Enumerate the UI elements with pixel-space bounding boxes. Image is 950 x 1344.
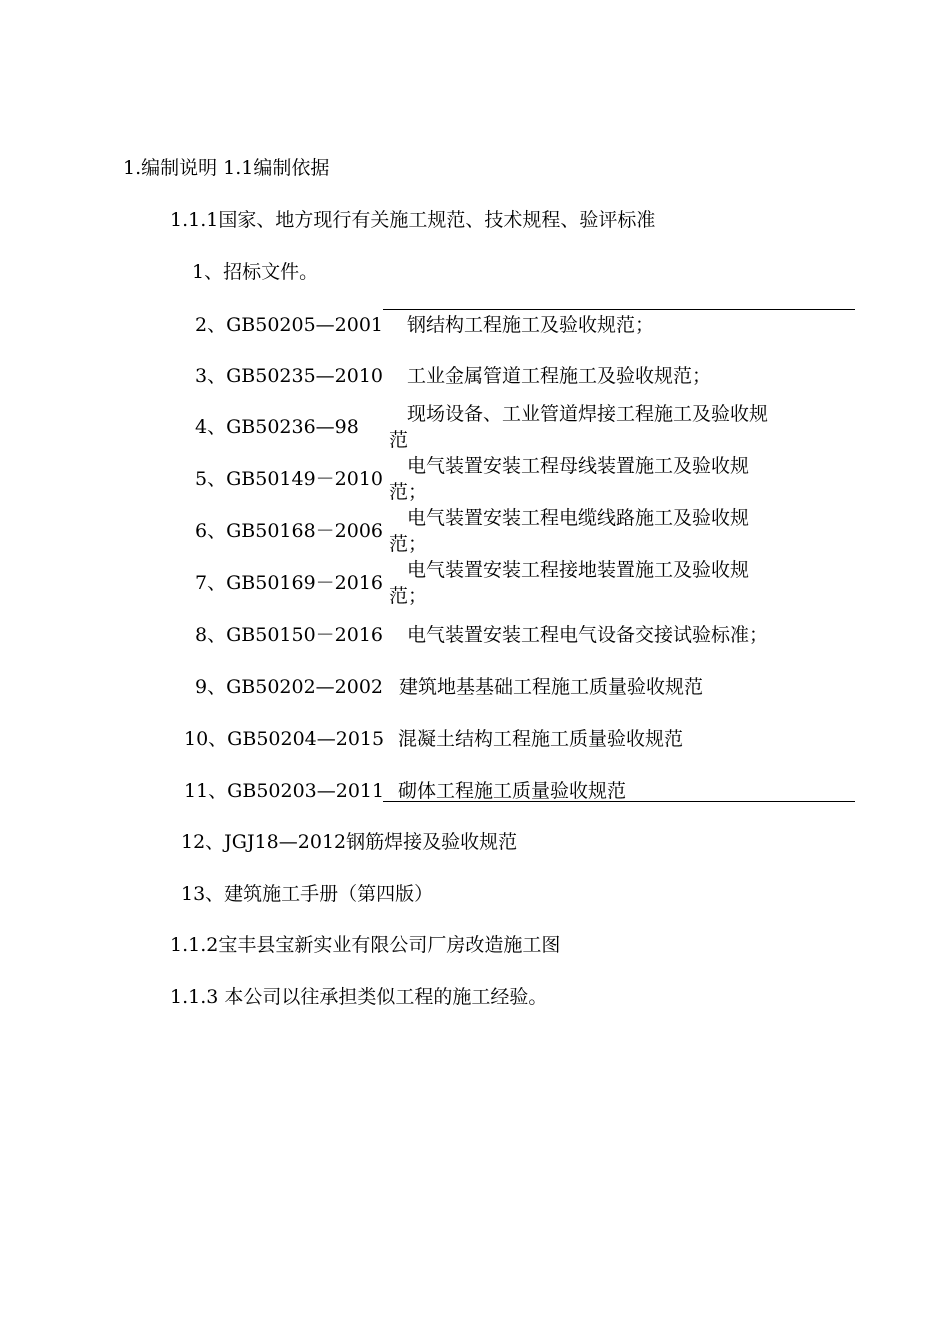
list-item-12: 12、JGJ18—2012钢筋焊接及验收规范 [181,831,518,853]
standard-code-9: 9、GB50202—2002 [195,676,384,698]
standard-name-10 [389,726,834,752]
standard-name-text: 电气装置安装工程电缆线路施工及验收规 [407,507,750,529]
standard-name-text: 建筑地基基础工程施工质量验收规范 [399,676,704,698]
standard-code-8: 8、GB50150－2016 [195,624,384,646]
standard-code-6: 6、GB50168－2006 [195,520,384,542]
standard-name-8 [389,622,834,648]
table-bottom-rule [383,801,855,802]
standard-name-text: 电气装置安装工程接地装置施工及验收规 [407,559,750,581]
standard-name-text: 砌体工程施工质量验收规范 [398,780,627,802]
standard-name-text: 电气装置安装工程电气设备交接试验标准； [407,624,769,646]
standard-name-wrap: 范； [389,481,428,503]
standard-name-6 [389,505,834,557]
section-heading: 1.编制说明 1.1编制依据 [123,157,330,179]
standard-name-text: 混凝土结构工程施工质量验收规范 [398,728,684,750]
standard-name-3 [389,363,834,389]
standard-name-7 [389,557,834,609]
standard-code-10: 10、GB50204—2015 [184,728,385,750]
table-top-rule [383,309,855,310]
standard-name-wrap: 范； [389,533,428,555]
standard-name-text: 工业金属管道工程施工及验收规范； [407,365,712,387]
standard-name-text: 现场设备、工业管道焊接工程施工及验收规 [407,403,769,425]
subsection-1-1-2: 1.1.2宝丰县宝新实业有限公司厂房改造施工图 [170,934,561,956]
standard-name-text: 电气装置安装工程母线装置施工及验收规 [407,455,750,477]
standard-code-4: 4、GB50236—98 [195,416,359,438]
standard-name-4 [389,401,834,453]
list-item-13: 13、建筑施工手册（第四版） [181,883,434,905]
standard-name-wrap: 范； [389,585,428,607]
standard-name-wrap: 范 [389,429,409,451]
standard-code-2: 2、GB50205—2001 [195,314,384,336]
standard-code-11: 11、GB50203—2011 [184,780,385,802]
list-item-1: 1、招标文件。 [192,261,319,283]
subsection-1-1-1: 1.1.1国家、地方现行有关施工规范、技术规程、验评标准 [170,209,656,231]
standard-code-5: 5、GB50149－2010 [195,468,384,490]
standard-name-2 [389,312,834,338]
standard-code-3: 3、GB50235—2010 [195,365,384,387]
subsection-1-1-3: 1.1.3 本公司以往承担类似工程的施工经验。 [170,986,548,1008]
standard-code-7: 7、GB50169－2016 [195,572,384,594]
standard-name-9 [389,674,834,700]
standard-name-text: 钢结构工程施工及验收规范； [407,314,655,336]
standard-name-5 [389,453,834,505]
